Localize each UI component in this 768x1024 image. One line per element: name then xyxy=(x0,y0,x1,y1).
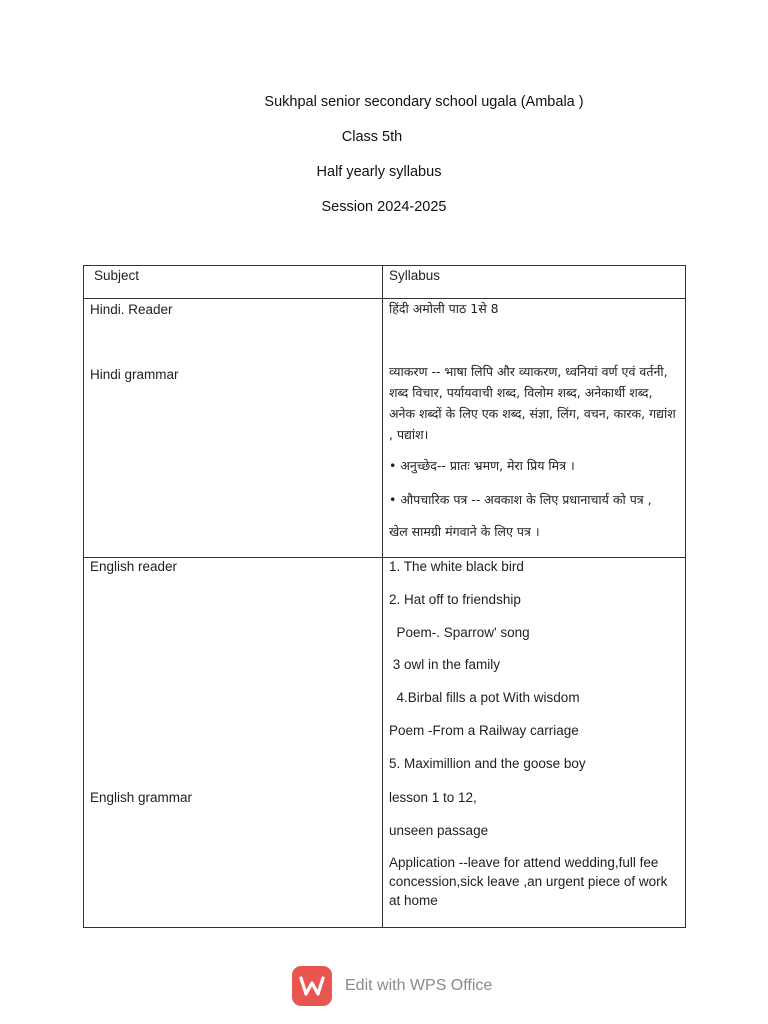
hindi-essay: • अनुच्छेद-- प्रातः भ्रमण, मेरा प्रिय मित्र । xyxy=(389,458,575,473)
subject-english-grammar: English grammar xyxy=(90,790,193,805)
subject-cell-hindi xyxy=(84,299,383,558)
edit-with-wps-link[interactable]: Edit with WPS Office xyxy=(345,977,493,994)
hindi-grammar-syllabus: व्याकरण -- भाषा लिपि और व्याकरण, ध्वनियां वर्ण एवं वर्तनी, शब्द विचार, पर्यायवाची शब्द, विलोम शब्द, अनेकार्थी शब्द, अनेक शब्दों के लिए एक शब्द, संज्ञा, लिंग, वचन, कारक, गद्यांश , पद्यांश। xyxy=(389,364,676,442)
syllabus-table xyxy=(83,265,686,928)
list-item: 3 owl in the family xyxy=(389,657,501,672)
hindi-letter-line-2: खेल सामग्री मंगवाने के लिए पत्र । xyxy=(389,524,540,539)
list-item: unseen passage xyxy=(389,823,489,838)
subject-hindi-grammar: Hindi grammar xyxy=(90,367,179,382)
header-cell-subject xyxy=(84,266,383,299)
hindi-letter-line-1: • औपचारिक पत्र -- अवकाश के लिए प्रधानाचार्य को पत्र , xyxy=(389,492,652,507)
syllabus-cell-english xyxy=(383,558,686,928)
class-label: Class 5th xyxy=(341,129,403,145)
list-item: lesson 1 to 12, xyxy=(389,790,477,805)
wps-logo-icon[interactable] xyxy=(292,966,332,1006)
header-cell-syllabus xyxy=(383,266,686,299)
subject-english-reader: English reader xyxy=(90,559,178,574)
list-item: Poem-. Sparrow' song xyxy=(389,625,530,640)
hindi-reader-syllabus: हिंदी अमोली पाठ 1से 8 xyxy=(389,301,499,316)
list-item: Application --leave for attend wedding,full fee concession,sick leave ,an urgent piece of work at home xyxy=(389,855,668,908)
subject-hindi-reader: Hindi. Reader xyxy=(90,302,173,317)
list-item: 5. Maximillion and the goose boy xyxy=(389,756,586,771)
list-item: 4.Birbal fills a pot With wisdom xyxy=(389,690,580,705)
column-header-syllabus: Syllabus xyxy=(389,268,441,283)
column-header-subject: Subject xyxy=(94,268,140,283)
list-item: 1. The white black bird xyxy=(389,559,524,574)
school-name: Sukhpal senior secondary school ugala (Ambala ) xyxy=(264,94,584,110)
list-item: Poem -From a Railway carriage xyxy=(389,723,579,738)
session-label: Session 2024-2025 xyxy=(321,199,447,215)
table-row-hindi xyxy=(84,299,686,558)
list-item: 2. Hat off to friendship xyxy=(389,592,521,607)
syllabus-cell-hindi xyxy=(383,299,686,558)
table-row-english xyxy=(84,558,686,928)
table-header-row xyxy=(84,266,686,299)
document-title: Half yearly syllabus xyxy=(316,164,442,180)
wps-footer[interactable] xyxy=(292,964,492,1008)
subject-cell-english xyxy=(84,558,383,928)
